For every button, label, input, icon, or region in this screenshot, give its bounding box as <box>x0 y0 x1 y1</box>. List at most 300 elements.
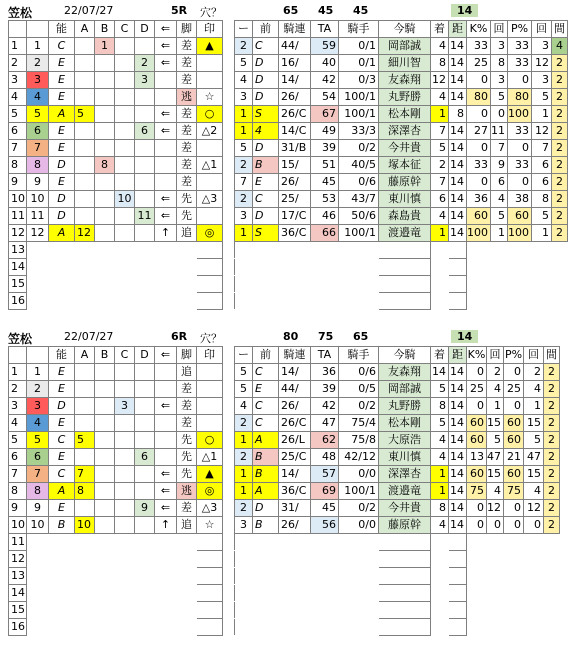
cell-p: 33 <box>508 157 532 174</box>
cell-ma: 2 <box>552 191 568 208</box>
cell-k: 0 <box>467 140 491 157</box>
score-3: 45 <box>353 4 369 17</box>
cell-ta: 66 <box>311 225 339 242</box>
cell-k: 100 <box>467 225 491 242</box>
cell-b <box>95 89 115 106</box>
cell-hy: 1 <box>235 466 253 483</box>
empty-row[interactable] <box>9 534 560 551</box>
cell-ta: 59 <box>311 38 339 55</box>
cell-c <box>115 208 135 225</box>
col-header: D <box>135 21 155 38</box>
score-2: 75 <box>318 330 334 343</box>
cell-n: 2 <box>9 381 27 398</box>
cell-mark <box>197 140 223 157</box>
cell-arr <box>155 381 177 398</box>
cell-ma: 2 <box>544 398 560 415</box>
cell-p: 100 <box>508 225 532 242</box>
cell-arr: ↑ <box>155 517 177 534</box>
col-header: 今騎 <box>379 21 431 38</box>
cell-kyaku: 先 <box>177 208 197 225</box>
cell-ma: 2 <box>544 381 560 398</box>
cell-d <box>135 415 155 432</box>
cell-hy: 1 <box>235 123 253 140</box>
cell-hy: 2 <box>235 191 253 208</box>
cell-kyori: 14 <box>449 140 467 157</box>
table-row[interactable] <box>9 72 568 89</box>
cell-p2: 1 <box>532 106 552 123</box>
cell-k2: 4 <box>487 483 504 500</box>
col-header: 距 <box>449 347 467 364</box>
cell-hy: 4 <box>235 72 253 89</box>
table-row[interactable] <box>9 140 568 157</box>
table-row[interactable] <box>9 106 568 123</box>
cell-mark: ○ <box>197 432 223 449</box>
cell-ta: 67 <box>311 106 339 123</box>
table-row[interactable] <box>9 208 568 225</box>
cell-kyori: 14 <box>449 398 467 415</box>
cell-d: 11 <box>135 208 155 225</box>
table-row[interactable] <box>9 55 568 72</box>
cell-a <box>75 174 95 191</box>
col-header: ⇐ <box>155 347 177 364</box>
cell-kiren: 14/ <box>279 364 311 381</box>
cell-p2: 12 <box>524 500 544 517</box>
cell-n: 1 <box>9 364 27 381</box>
cell-mark <box>197 208 223 225</box>
cell-n: 5 <box>9 432 27 449</box>
cell-a <box>75 381 95 398</box>
cell-mark: ☆ <box>197 517 223 534</box>
table-row[interactable] <box>9 381 560 398</box>
cell-w: 2 <box>27 55 49 72</box>
cell-ma: 2 <box>544 364 560 381</box>
cell-mark: ▲ <box>197 38 223 55</box>
cell-kyori: 14 <box>449 55 467 72</box>
cell-kyaku: 差 <box>177 38 197 55</box>
cell-a: 8 <box>75 483 95 500</box>
col-header: 前 <box>253 21 279 38</box>
col-header: C <box>115 347 135 364</box>
cell-c <box>115 449 135 466</box>
cell-a: 12 <box>75 225 95 242</box>
header-row <box>9 21 568 38</box>
cell-c <box>115 432 135 449</box>
cell-p: 80 <box>508 89 532 106</box>
cell-p2: 5 <box>524 432 544 449</box>
cell-w: 10 <box>27 517 49 534</box>
cell-kyori: 14 <box>449 89 467 106</box>
cell-kishu: 0/1 <box>339 38 379 55</box>
cell-kiren: 26/ <box>279 89 311 106</box>
cell-w: 12 <box>27 225 49 242</box>
cell-c <box>115 123 135 140</box>
cell-kishu: 0/3 <box>339 72 379 89</box>
cell-w: 3 <box>27 398 49 415</box>
col-header: 回 <box>491 21 508 38</box>
col-header: 間 <box>544 347 560 364</box>
empty-row[interactable] <box>9 602 560 619</box>
cell-n: 6 <box>9 123 27 140</box>
cell-ma: 2 <box>552 225 568 242</box>
cell-nou: E <box>49 449 75 466</box>
cell-k2: 7 <box>491 140 508 157</box>
cell-chaku: 4 <box>431 208 449 225</box>
cell-b <box>95 398 115 415</box>
empty-row[interactable] <box>9 293 568 310</box>
empty-row[interactable] <box>9 276 568 293</box>
cell-mark: ▲ <box>197 466 223 483</box>
cell-p: 0 <box>504 364 524 381</box>
cell-p: 38 <box>508 191 532 208</box>
cell-k: 36 <box>467 191 491 208</box>
cell-ta: 48 <box>311 449 339 466</box>
col-header: A <box>75 21 95 38</box>
cell-b <box>95 123 115 140</box>
table-row[interactable] <box>9 225 568 242</box>
cell-kiren: 31/ <box>279 500 311 517</box>
cell-nou: E <box>49 89 75 106</box>
cell-a: 7 <box>75 466 95 483</box>
cell-kyori: 14 <box>449 500 467 517</box>
cell-zen: E <box>253 174 279 191</box>
cell-mark: ○ <box>197 106 223 123</box>
cell-chaku: 5 <box>431 140 449 157</box>
col-header: TA <box>311 347 339 364</box>
cell-arr: ⇐ <box>155 208 177 225</box>
cell-p: 0 <box>508 72 532 89</box>
cell-ima: 今井貴 <box>379 500 431 517</box>
cell-b <box>95 174 115 191</box>
cell-nou: E <box>49 140 75 157</box>
table-row[interactable] <box>9 174 568 191</box>
cell-k2: 8 <box>491 55 508 72</box>
cell-c <box>115 72 135 89</box>
col-header: 能 <box>49 21 75 38</box>
cell-c: 3 <box>115 398 135 415</box>
cell-kyaku: 追 <box>177 517 197 534</box>
cell-hy: 1 <box>235 106 253 123</box>
cell-arr <box>155 415 177 432</box>
col-header: K% <box>467 21 491 38</box>
cell-w: 10 <box>27 191 49 208</box>
table-row[interactable] <box>9 398 560 415</box>
cell-mark: △2 <box>197 123 223 140</box>
cell-kyori: 14 <box>449 225 467 242</box>
cell-c: 10 <box>115 191 135 208</box>
cell-k2: 11 <box>491 123 508 140</box>
cell-zen: C <box>253 415 279 432</box>
cell-ta: 42 <box>311 72 339 89</box>
cell-d: 6 <box>135 449 155 466</box>
score-2: 45 <box>318 4 334 17</box>
table-row[interactable] <box>9 415 560 432</box>
row-number: 14 <box>9 259 27 276</box>
cell-kyori: 8 <box>449 106 467 123</box>
cell-k2: 3 <box>491 38 508 55</box>
cell-a <box>75 123 95 140</box>
cell-p: 25 <box>504 381 524 398</box>
cell-ima: 友森翔 <box>379 364 431 381</box>
cell-kyaku: 差 <box>177 500 197 517</box>
cell-b <box>95 483 115 500</box>
cell-kyaku: 先 <box>177 449 197 466</box>
cell-n: 7 <box>9 140 27 157</box>
cell-ma: 2 <box>552 157 568 174</box>
cell-a <box>75 191 95 208</box>
cell-kyaku: 逃 <box>177 483 197 500</box>
cell-ta: 62 <box>311 432 339 449</box>
cell-kyori: 14 <box>449 208 467 225</box>
cell-kiren: 25/C <box>279 449 311 466</box>
cell-n: 4 <box>9 89 27 106</box>
cell-k2: 4 <box>491 191 508 208</box>
cell-nou: B <box>49 517 75 534</box>
cell-kiren: 14/ <box>279 72 311 89</box>
table-row[interactable] <box>9 157 568 174</box>
cell-zen: E <box>253 381 279 398</box>
cell-nou: E <box>49 123 75 140</box>
cell-p: 0 <box>508 140 532 157</box>
cell-n: 3 <box>9 398 27 415</box>
cell-d: 3 <box>135 72 155 89</box>
cell-zen: B <box>253 517 279 534</box>
col-header: 騎連 <box>279 347 311 364</box>
cell-ta: 39 <box>311 140 339 157</box>
table-row[interactable] <box>9 483 560 500</box>
cell-a <box>75 449 95 466</box>
cell-mark: ◎ <box>197 225 223 242</box>
cell-kyaku: 先 <box>177 191 197 208</box>
empty-row[interactable] <box>9 619 560 636</box>
table-row[interactable] <box>9 191 568 208</box>
cell-k: 60 <box>467 208 491 225</box>
cell-kiren: 44/ <box>279 381 311 398</box>
cell-p: 60 <box>508 208 532 225</box>
cell-nou: E <box>49 500 75 517</box>
cell-zen: D <box>253 140 279 157</box>
cell-kishu: 0/5 <box>339 381 379 398</box>
cell-kishu: 40/5 <box>339 157 379 174</box>
col-header: 能 <box>49 347 75 364</box>
cell-k: 0 <box>467 500 487 517</box>
cell-d <box>135 38 155 55</box>
cell-a <box>75 500 95 517</box>
cell-p2: 15 <box>524 415 544 432</box>
cell-k: 60 <box>467 466 487 483</box>
cell-p: 0 <box>504 517 524 534</box>
col-header: P% <box>504 347 524 364</box>
cell-k: 13 <box>467 449 487 466</box>
cell-n: 5 <box>9 106 27 123</box>
cell-hy: 2 <box>235 157 253 174</box>
col-header: 間 <box>552 21 568 38</box>
col-header: 前 <box>253 347 279 364</box>
cell-c <box>115 38 135 55</box>
cell-ma: 2 <box>544 432 560 449</box>
race-table <box>8 346 560 636</box>
cell-kyaku: 逃 <box>177 89 197 106</box>
cell-kyaku: 差 <box>177 415 197 432</box>
cell-nou: E <box>49 381 75 398</box>
cell-k: 0 <box>467 106 491 123</box>
race-table <box>8 20 568 310</box>
cell-n: 10 <box>9 191 27 208</box>
cell-k2: 1 <box>487 398 504 415</box>
cell-kyaku: 差 <box>177 398 197 415</box>
cell-w: 9 <box>27 174 49 191</box>
date-label: 22/07/27 <box>64 4 114 17</box>
empty-row[interactable] <box>9 242 568 259</box>
table-row[interactable] <box>9 466 560 483</box>
cell-kishu: 0/2 <box>339 500 379 517</box>
cell-chaku: 1 <box>431 106 449 123</box>
cell-d <box>135 191 155 208</box>
cell-p: 0 <box>504 398 524 415</box>
cell-kyori: 14 <box>449 483 467 500</box>
cell-b <box>95 208 115 225</box>
table-row[interactable] <box>9 432 560 449</box>
cell-hy: 5 <box>235 381 253 398</box>
empty-row[interactable] <box>9 259 568 276</box>
cell-kyori: 14 <box>449 466 467 483</box>
cell-hy: 3 <box>235 89 253 106</box>
cell-n: 6 <box>9 449 27 466</box>
score-1: 80 <box>283 330 299 343</box>
ana-label: 穴？ <box>200 6 222 19</box>
table-row[interactable] <box>9 517 560 534</box>
cell-ima: 岡部誠 <box>379 38 431 55</box>
table-row[interactable] <box>9 500 560 517</box>
cell-d <box>135 381 155 398</box>
place-label: 笠松 <box>8 332 33 346</box>
cell-p2: 1 <box>532 225 552 242</box>
cell-arr: ⇐ <box>155 398 177 415</box>
cell-ima: 塚本征 <box>379 157 431 174</box>
cell-chaku: 14 <box>431 364 449 381</box>
cell-kishu: 42/12 <box>339 449 379 466</box>
cell-b <box>95 191 115 208</box>
cell-k: 27 <box>467 123 491 140</box>
cell-ta: 49 <box>311 123 339 140</box>
table-row[interactable] <box>9 449 560 466</box>
table-row[interactable] <box>9 123 568 140</box>
cell-d <box>135 466 155 483</box>
cell-zen: D <box>253 89 279 106</box>
cell-ma: 2 <box>552 208 568 225</box>
cell-chaku: 1 <box>431 466 449 483</box>
cell-b <box>95 466 115 483</box>
cell-zen: D <box>253 55 279 72</box>
cell-mark <box>197 174 223 191</box>
cell-ta: 57 <box>311 466 339 483</box>
cell-nou: C <box>49 432 75 449</box>
row-number: 14 <box>9 585 27 602</box>
cell-b <box>95 449 115 466</box>
cell-w: 6 <box>27 449 49 466</box>
cell-zen: D <box>253 208 279 225</box>
cell-k: 75 <box>467 483 487 500</box>
cell-a <box>75 208 95 225</box>
cell-kishu: 100/1 <box>339 483 379 500</box>
cell-nou: D <box>49 398 75 415</box>
cell-b <box>95 517 115 534</box>
cell-mark: △3 <box>197 500 223 517</box>
cell-nou: E <box>49 364 75 381</box>
cell-zen: 4 <box>253 123 279 140</box>
empty-row[interactable] <box>9 568 560 585</box>
score-3: 65 <box>353 330 369 343</box>
cell-k: 33 <box>467 157 491 174</box>
cell-kyori: 14 <box>449 174 467 191</box>
cell-kyaku: 先 <box>177 466 197 483</box>
cell-p: 0 <box>508 174 532 191</box>
cell-p2: 0 <box>524 517 544 534</box>
col-header: C <box>115 21 135 38</box>
cell-kyori: 14 <box>449 72 467 89</box>
cell-p2: 12 <box>532 55 552 72</box>
row-number: 15 <box>9 602 27 619</box>
cell-kiren: 26/ <box>279 174 311 191</box>
cell-d: 6 <box>135 123 155 140</box>
cell-mark <box>197 415 223 432</box>
cell-p: 0 <box>504 500 524 517</box>
cell-arr: ⇐ <box>155 191 177 208</box>
cell-ima: 松本剛 <box>379 106 431 123</box>
cell-b <box>95 140 115 157</box>
col-header: TA <box>311 21 339 38</box>
table-row[interactable] <box>9 89 568 106</box>
cell-c <box>115 415 135 432</box>
cell-kyori: 14 <box>449 123 467 140</box>
cell-kyori: 14 <box>449 449 467 466</box>
cell-p2: 2 <box>524 364 544 381</box>
empty-row[interactable] <box>9 585 560 602</box>
cell-w: 5 <box>27 432 49 449</box>
cell-zen: C <box>253 38 279 55</box>
cell-k: 60 <box>467 415 487 432</box>
cell-a <box>75 72 95 89</box>
col-header: 騎手 <box>339 347 379 364</box>
cell-kishu: 33/3 <box>339 123 379 140</box>
cell-chaku: 4 <box>431 432 449 449</box>
score-4: 14 <box>451 330 478 343</box>
cell-b <box>95 225 115 242</box>
table-row[interactable] <box>9 364 560 381</box>
row-number: 12 <box>9 551 27 568</box>
cell-d <box>135 174 155 191</box>
empty-row[interactable] <box>9 551 560 568</box>
cell-k: 25 <box>467 381 487 398</box>
cell-kishu: 0/1 <box>339 55 379 72</box>
cell-nou: C <box>49 38 75 55</box>
cell-zen: B <box>253 157 279 174</box>
cell-kishu: 0/6 <box>339 364 379 381</box>
cell-p: 75 <box>504 483 524 500</box>
cell-p: 33 <box>508 55 532 72</box>
cell-kishu: 75/4 <box>339 415 379 432</box>
table-row[interactable] <box>9 38 568 55</box>
cell-chaku: 7 <box>431 123 449 140</box>
col-header: 回 <box>487 347 504 364</box>
col-header: ⇐ <box>155 21 177 38</box>
col-header: 回 <box>524 347 544 364</box>
cell-ta: 36 <box>311 364 339 381</box>
cell-chaku: 6 <box>431 191 449 208</box>
cell-kishu: 0/0 <box>339 517 379 534</box>
cell-d <box>135 157 155 174</box>
cell-k2: 15 <box>487 466 504 483</box>
cell-chaku: 8 <box>431 55 449 72</box>
